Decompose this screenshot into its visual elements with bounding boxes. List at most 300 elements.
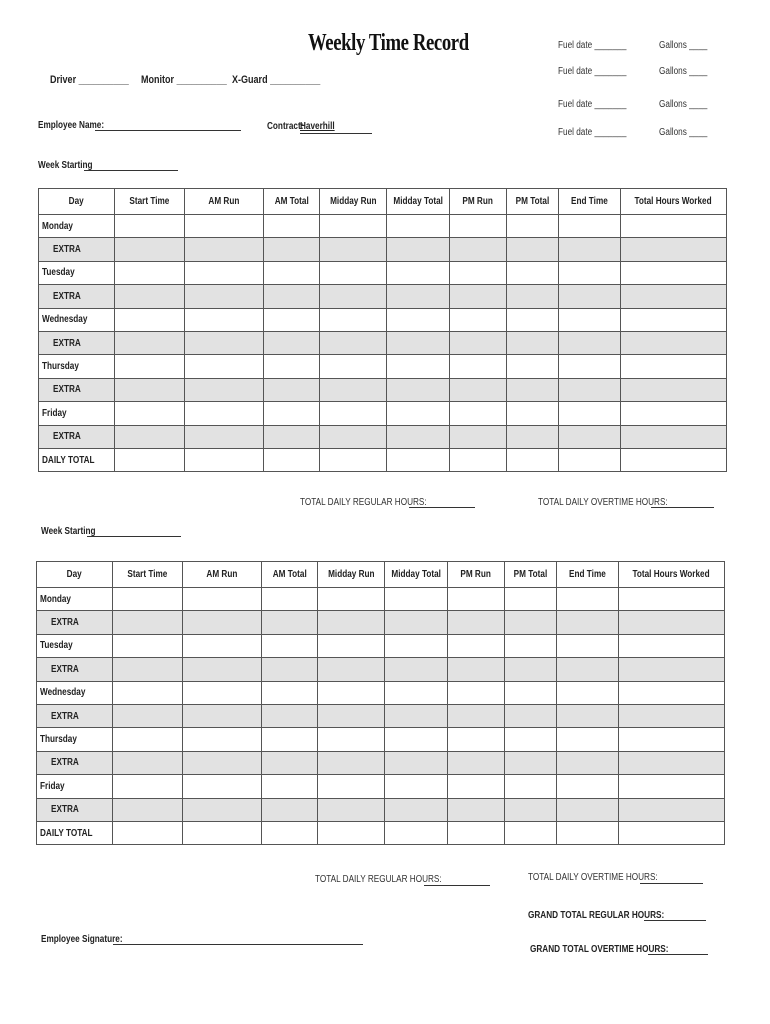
day-cell: Monday (37, 588, 113, 611)
entry-cell[interactable] (619, 704, 725, 727)
table-row (37, 681, 725, 704)
table-row (39, 402, 727, 425)
table-row (39, 238, 727, 261)
day-cell: DAILY TOTAL (37, 821, 113, 844)
entry-cell[interactable] (619, 658, 725, 681)
entry-cell[interactable] (507, 308, 559, 331)
column-header: AM Total (264, 189, 320, 215)
entry-cell[interactable] (113, 751, 183, 774)
entry-cell[interactable] (320, 285, 387, 308)
entry-cell[interactable] (385, 751, 448, 774)
entry-cell[interactable] (185, 285, 264, 308)
entry-cell[interactable] (262, 658, 318, 681)
entry-cell[interactable] (320, 238, 387, 261)
column-header: End Time (559, 189, 621, 215)
entry-cell[interactable] (448, 658, 505, 681)
table-row (39, 378, 727, 401)
entry-cell[interactable] (450, 425, 507, 448)
entry-cell[interactable] (619, 798, 725, 821)
day-cell: Wednesday (39, 308, 115, 331)
entry-cell[interactable] (557, 634, 619, 657)
entry-cell[interactable] (559, 378, 621, 401)
entry-cell[interactable] (183, 821, 262, 844)
entry-cell[interactable] (262, 775, 318, 798)
driver-field[interactable]: Driver __________ (50, 74, 129, 86)
day-cell: EXTRA (39, 378, 115, 401)
table-row (37, 821, 725, 844)
entry-cell[interactable] (264, 355, 320, 378)
entry-cell[interactable] (318, 588, 385, 611)
entry-cell[interactable] (262, 751, 318, 774)
gallons-field[interactable]: Gallons ____ (659, 66, 708, 77)
table-row (37, 798, 725, 821)
entry-cell[interactable] (559, 355, 621, 378)
entry-cell[interactable] (505, 658, 557, 681)
entry-cell[interactable] (507, 355, 559, 378)
entry-cell[interactable] (115, 448, 185, 471)
entry-cell[interactable] (115, 331, 185, 354)
entry-cell[interactable] (619, 775, 725, 798)
day-cell: EXTRA (39, 238, 115, 261)
day-cell: Monday (39, 215, 115, 238)
total-overtime-hours-field[interactable] (640, 883, 703, 884)
entry-cell[interactable] (185, 355, 264, 378)
column-header: Day (37, 562, 113, 588)
day-cell: Friday (37, 775, 113, 798)
entry-cell[interactable] (619, 588, 725, 611)
entry-cell[interactable] (387, 378, 450, 401)
entry-cell[interactable] (264, 261, 320, 284)
table-row (39, 448, 727, 471)
entry-cell[interactable] (387, 238, 450, 261)
entry-cell[interactable] (185, 402, 264, 425)
entry-cell[interactable] (262, 681, 318, 704)
entry-cell[interactable] (264, 331, 320, 354)
entry-cell[interactable] (262, 704, 318, 727)
entry-cell[interactable] (262, 821, 318, 844)
table-row (37, 611, 725, 634)
gallons-field[interactable]: Gallons ____ (659, 99, 708, 110)
entry-cell[interactable] (385, 588, 448, 611)
entry-cell[interactable] (113, 681, 183, 704)
entry-cell[interactable] (559, 402, 621, 425)
entry-cell[interactable] (387, 285, 450, 308)
grand-total-regular-label: GRAND TOTAL REGULAR HOURS: (528, 910, 665, 921)
entry-cell[interactable] (505, 775, 557, 798)
entry-cell[interactable] (507, 425, 559, 448)
fuel-date-field[interactable]: Fuel date _______ (558, 99, 627, 110)
contract-field[interactable] (300, 133, 372, 134)
entry-cell[interactable] (387, 402, 450, 425)
entry-cell[interactable] (505, 588, 557, 611)
total-regular-hours-label: TOTAL DAILY REGULAR HOURS: (315, 874, 442, 885)
entry-cell[interactable] (385, 728, 448, 751)
day-cell: Thursday (37, 728, 113, 751)
employee-name-label: Employee Name: (38, 120, 105, 131)
employee-name-field[interactable] (95, 130, 241, 131)
fuel-date-field[interactable]: Fuel date _______ (558, 127, 627, 138)
entry-cell[interactable] (621, 378, 727, 401)
entry-cell[interactable] (387, 355, 450, 378)
entry-cell[interactable] (185, 238, 264, 261)
xguard-field[interactable]: X-Guard __________ (232, 74, 321, 86)
entry-cell[interactable] (448, 588, 505, 611)
entry-cell[interactable] (320, 448, 387, 471)
column-header: Midday Run (318, 562, 385, 588)
day-cell: Wednesday (37, 681, 113, 704)
entry-cell[interactable] (557, 611, 619, 634)
day-cell: EXTRA (39, 331, 115, 354)
entry-cell[interactable] (619, 611, 725, 634)
entry-cell[interactable] (559, 238, 621, 261)
contract-value: Haverhill (300, 121, 335, 132)
entry-cell[interactable] (557, 821, 619, 844)
entry-cell[interactable] (557, 681, 619, 704)
entry-cell[interactable] (318, 634, 385, 657)
employee-signature-field[interactable] (113, 944, 363, 945)
entry-cell[interactable] (387, 331, 450, 354)
entry-cell[interactable] (318, 728, 385, 751)
entry-cell[interactable] (450, 308, 507, 331)
entry-cell[interactable] (507, 215, 559, 238)
entry-cell[interactable] (505, 821, 557, 844)
table-row (37, 775, 725, 798)
total-overtime-hours-label: TOTAL DAILY OVERTIME HOURS: (528, 872, 658, 883)
entry-cell[interactable] (320, 331, 387, 354)
grand-total-overtime-label: GRAND TOTAL OVERTIME HOURS: (530, 944, 669, 955)
entry-cell[interactable] (448, 751, 505, 774)
entry-cell[interactable] (320, 402, 387, 425)
entry-cell[interactable] (115, 402, 185, 425)
table-body (39, 215, 727, 472)
column-header: Midday Total (387, 189, 450, 215)
entry-cell[interactable] (559, 261, 621, 284)
gallons-field[interactable]: Gallons ____ (659, 40, 708, 51)
entry-cell[interactable] (505, 751, 557, 774)
entry-cell[interactable] (557, 588, 619, 611)
entry-cell[interactable] (113, 704, 183, 727)
entry-cell[interactable] (113, 728, 183, 751)
column-header: Start Time (115, 189, 185, 215)
week-starting-field[interactable] (84, 170, 178, 171)
entry-cell[interactable] (507, 378, 559, 401)
entry-cell[interactable] (621, 331, 727, 354)
entry-cell[interactable] (507, 331, 559, 354)
entry-cell[interactable] (318, 681, 385, 704)
entry-cell[interactable] (385, 798, 448, 821)
entry-cell[interactable] (320, 215, 387, 238)
entry-cell[interactable] (115, 425, 185, 448)
entry-cell[interactable] (183, 588, 262, 611)
entry-cell[interactable] (113, 611, 183, 634)
column-header: AM Run (185, 189, 264, 215)
entry-cell[interactable] (385, 658, 448, 681)
entry-cell[interactable] (448, 704, 505, 727)
day-cell: EXTRA (39, 425, 115, 448)
entry-cell[interactable] (318, 658, 385, 681)
entry-cell[interactable] (183, 798, 262, 821)
entry-cell[interactable] (559, 331, 621, 354)
entry-cell[interactable] (505, 728, 557, 751)
entry-cell[interactable] (557, 775, 619, 798)
entry-cell[interactable] (262, 728, 318, 751)
entry-cell[interactable] (621, 261, 727, 284)
entry-cell[interactable] (621, 215, 727, 238)
total-regular-hours-field[interactable] (409, 507, 475, 508)
entry-cell[interactable] (115, 285, 185, 308)
total-regular-hours-label: TOTAL DAILY REGULAR HOURS: (300, 497, 427, 508)
contract-label: Contract: (267, 121, 304, 132)
week-starting-field[interactable] (87, 536, 181, 537)
grand-total-regular-field[interactable] (644, 920, 706, 921)
total-regular-hours-field[interactable] (424, 885, 490, 886)
entry-cell[interactable] (621, 448, 727, 471)
entry-cell[interactable] (318, 821, 385, 844)
entry-cell[interactable] (113, 798, 183, 821)
entry-cell[interactable] (619, 751, 725, 774)
entry-cell[interactable] (621, 238, 727, 261)
entry-cell[interactable] (507, 238, 559, 261)
entry-cell[interactable] (448, 611, 505, 634)
entry-cell[interactable] (557, 658, 619, 681)
entry-cell[interactable] (557, 798, 619, 821)
day-cell: Friday (39, 402, 115, 425)
entry-cell[interactable] (185, 378, 264, 401)
day-cell: EXTRA (37, 611, 113, 634)
entry-cell[interactable] (262, 611, 318, 634)
entry-cell[interactable] (450, 378, 507, 401)
table-row (39, 261, 727, 284)
table-row (39, 355, 727, 378)
table-body (37, 588, 725, 845)
entry-cell[interactable] (264, 215, 320, 238)
day-cell: Thursday (39, 355, 115, 378)
entry-cell[interactable] (450, 215, 507, 238)
entry-cell[interactable] (450, 238, 507, 261)
entry-cell[interactable] (505, 611, 557, 634)
entry-cell[interactable] (185, 261, 264, 284)
entry-cell[interactable] (387, 215, 450, 238)
week-starting-label: Week Starting (38, 160, 93, 171)
entry-cell[interactable] (183, 704, 262, 727)
entry-cell[interactable] (450, 448, 507, 471)
entry-cell[interactable] (621, 285, 727, 308)
entry-cell[interactable] (318, 751, 385, 774)
table-row (39, 425, 727, 448)
entry-cell[interactable] (387, 261, 450, 284)
entry-cell[interactable] (621, 402, 727, 425)
entry-cell[interactable] (557, 704, 619, 727)
entry-cell[interactable] (450, 261, 507, 284)
column-header: AM Run (183, 562, 262, 588)
entry-cell[interactable] (264, 308, 320, 331)
table-row (37, 704, 725, 727)
entry-cell[interactable] (385, 821, 448, 844)
table-header-row (39, 189, 727, 215)
entry-cell[interactable] (185, 425, 264, 448)
column-header: Midday Total (385, 562, 448, 588)
column-header: AM Total (262, 562, 318, 588)
entry-cell[interactable] (448, 634, 505, 657)
entry-cell[interactable] (115, 215, 185, 238)
week-starting-label: Week Starting (41, 526, 96, 537)
entry-cell[interactable] (619, 681, 725, 704)
column-header: PM Run (450, 189, 507, 215)
entry-cell[interactable] (450, 331, 507, 354)
entry-cell[interactable] (264, 402, 320, 425)
entry-cell[interactable] (262, 798, 318, 821)
entry-cell[interactable] (183, 681, 262, 704)
entry-cell[interactable] (450, 285, 507, 308)
entry-cell[interactable] (113, 588, 183, 611)
entry-cell[interactable] (113, 634, 183, 657)
entry-cell[interactable] (183, 658, 262, 681)
entry-cell[interactable] (505, 681, 557, 704)
entry-cell[interactable] (559, 215, 621, 238)
entry-cell[interactable] (318, 775, 385, 798)
entry-cell[interactable] (113, 775, 183, 798)
table-row (39, 215, 727, 238)
entry-cell[interactable] (264, 425, 320, 448)
entry-cell[interactable] (385, 704, 448, 727)
entry-cell[interactable] (448, 798, 505, 821)
entry-cell[interactable] (264, 285, 320, 308)
entry-cell[interactable] (505, 798, 557, 821)
table-row (37, 751, 725, 774)
entry-cell[interactable] (262, 588, 318, 611)
fuel-date-field[interactable]: Fuel date _______ (558, 40, 627, 51)
entry-cell[interactable] (185, 308, 264, 331)
entry-cell[interactable] (385, 611, 448, 634)
entry-cell[interactable] (318, 798, 385, 821)
entry-cell[interactable] (320, 355, 387, 378)
entry-cell[interactable] (183, 751, 262, 774)
table-row (39, 331, 727, 354)
table-row (37, 588, 725, 611)
entry-cell[interactable] (183, 611, 262, 634)
entry-cell[interactable] (387, 308, 450, 331)
entry-cell[interactable] (507, 402, 559, 425)
entry-cell[interactable] (448, 775, 505, 798)
entry-cell[interactable] (505, 634, 557, 657)
entry-cell[interactable] (619, 821, 725, 844)
column-header: Day (39, 189, 115, 215)
total-overtime-hours-label: TOTAL DAILY OVERTIME HOURS: (538, 497, 668, 508)
day-cell: DAILY TOTAL (39, 448, 115, 471)
entry-cell[interactable] (264, 448, 320, 471)
entry-cell[interactable] (113, 658, 183, 681)
entry-cell[interactable] (183, 634, 262, 657)
column-header: Total Hours Worked (621, 189, 727, 215)
table-row (39, 308, 727, 331)
entry-cell[interactable] (448, 821, 505, 844)
fuel-date-field[interactable]: Fuel date _______ (558, 66, 627, 77)
time-table-week-2 (36, 561, 725, 845)
entry-cell[interactable] (385, 681, 448, 704)
entry-cell[interactable] (262, 634, 318, 657)
column-header: Total Hours Worked (619, 562, 725, 588)
entry-cell[interactable] (507, 448, 559, 471)
entry-cell[interactable] (621, 308, 727, 331)
entry-cell[interactable] (115, 238, 185, 261)
column-header: PM Total (505, 562, 557, 588)
entry-cell[interactable] (385, 634, 448, 657)
entry-cell[interactable] (507, 261, 559, 284)
entry-cell[interactable] (557, 751, 619, 774)
entry-cell[interactable] (387, 448, 450, 471)
entry-cell[interactable] (318, 611, 385, 634)
entry-cell[interactable] (115, 378, 185, 401)
entry-cell[interactable] (507, 285, 559, 308)
page-title: Weekly Time Record (308, 30, 469, 56)
entry-cell[interactable] (619, 634, 725, 657)
entry-cell[interactable] (318, 704, 385, 727)
column-header: PM Run (448, 562, 505, 588)
entry-cell[interactable] (448, 681, 505, 704)
entry-cell[interactable] (557, 728, 619, 751)
entry-cell[interactable] (559, 448, 621, 471)
day-cell: Tuesday (39, 261, 115, 284)
column-header: Start Time (113, 562, 183, 588)
column-header: End Time (557, 562, 619, 588)
entry-cell[interactable] (185, 215, 264, 238)
day-cell: EXTRA (39, 285, 115, 308)
table-header-row (37, 562, 725, 588)
entry-cell[interactable] (264, 378, 320, 401)
entry-cell[interactable] (320, 261, 387, 284)
entry-cell[interactable] (320, 378, 387, 401)
day-cell: Tuesday (37, 634, 113, 657)
day-cell: EXTRA (37, 751, 113, 774)
day-cell: EXTRA (37, 798, 113, 821)
grand-total-overtime-field[interactable] (648, 954, 708, 955)
table-row (37, 658, 725, 681)
table-row (37, 728, 725, 751)
table-row (37, 634, 725, 657)
entry-cell[interactable] (621, 355, 727, 378)
entry-cell[interactable] (559, 285, 621, 308)
entry-cell[interactable] (559, 425, 621, 448)
entry-cell[interactable] (115, 308, 185, 331)
entry-cell[interactable] (450, 355, 507, 378)
entry-cell[interactable] (185, 331, 264, 354)
column-header: Midday Run (320, 189, 387, 215)
entry-cell[interactable] (185, 448, 264, 471)
entry-cell[interactable] (450, 402, 507, 425)
entry-cell[interactable] (183, 728, 262, 751)
entry-cell[interactable] (559, 308, 621, 331)
monitor-field[interactable]: Monitor __________ (141, 74, 227, 86)
gallons-field[interactable]: Gallons ____ (659, 127, 708, 138)
entry-cell[interactable] (448, 728, 505, 751)
employee-signature-label: Employee Signature: (41, 934, 123, 945)
entry-cell[interactable] (115, 355, 185, 378)
entry-cell[interactable] (387, 425, 450, 448)
total-overtime-hours-field[interactable] (651, 507, 714, 508)
entry-cell[interactable] (505, 704, 557, 727)
day-cell: EXTRA (37, 658, 113, 681)
entry-cell[interactable] (621, 425, 727, 448)
entry-cell[interactable] (264, 238, 320, 261)
entry-cell[interactable] (115, 261, 185, 284)
entry-cell[interactable] (385, 775, 448, 798)
entry-cell[interactable] (320, 308, 387, 331)
day-cell: EXTRA (37, 704, 113, 727)
entry-cell[interactable] (320, 425, 387, 448)
entry-cell[interactable] (183, 775, 262, 798)
entry-cell[interactable] (619, 728, 725, 751)
entry-cell[interactable] (113, 821, 183, 844)
